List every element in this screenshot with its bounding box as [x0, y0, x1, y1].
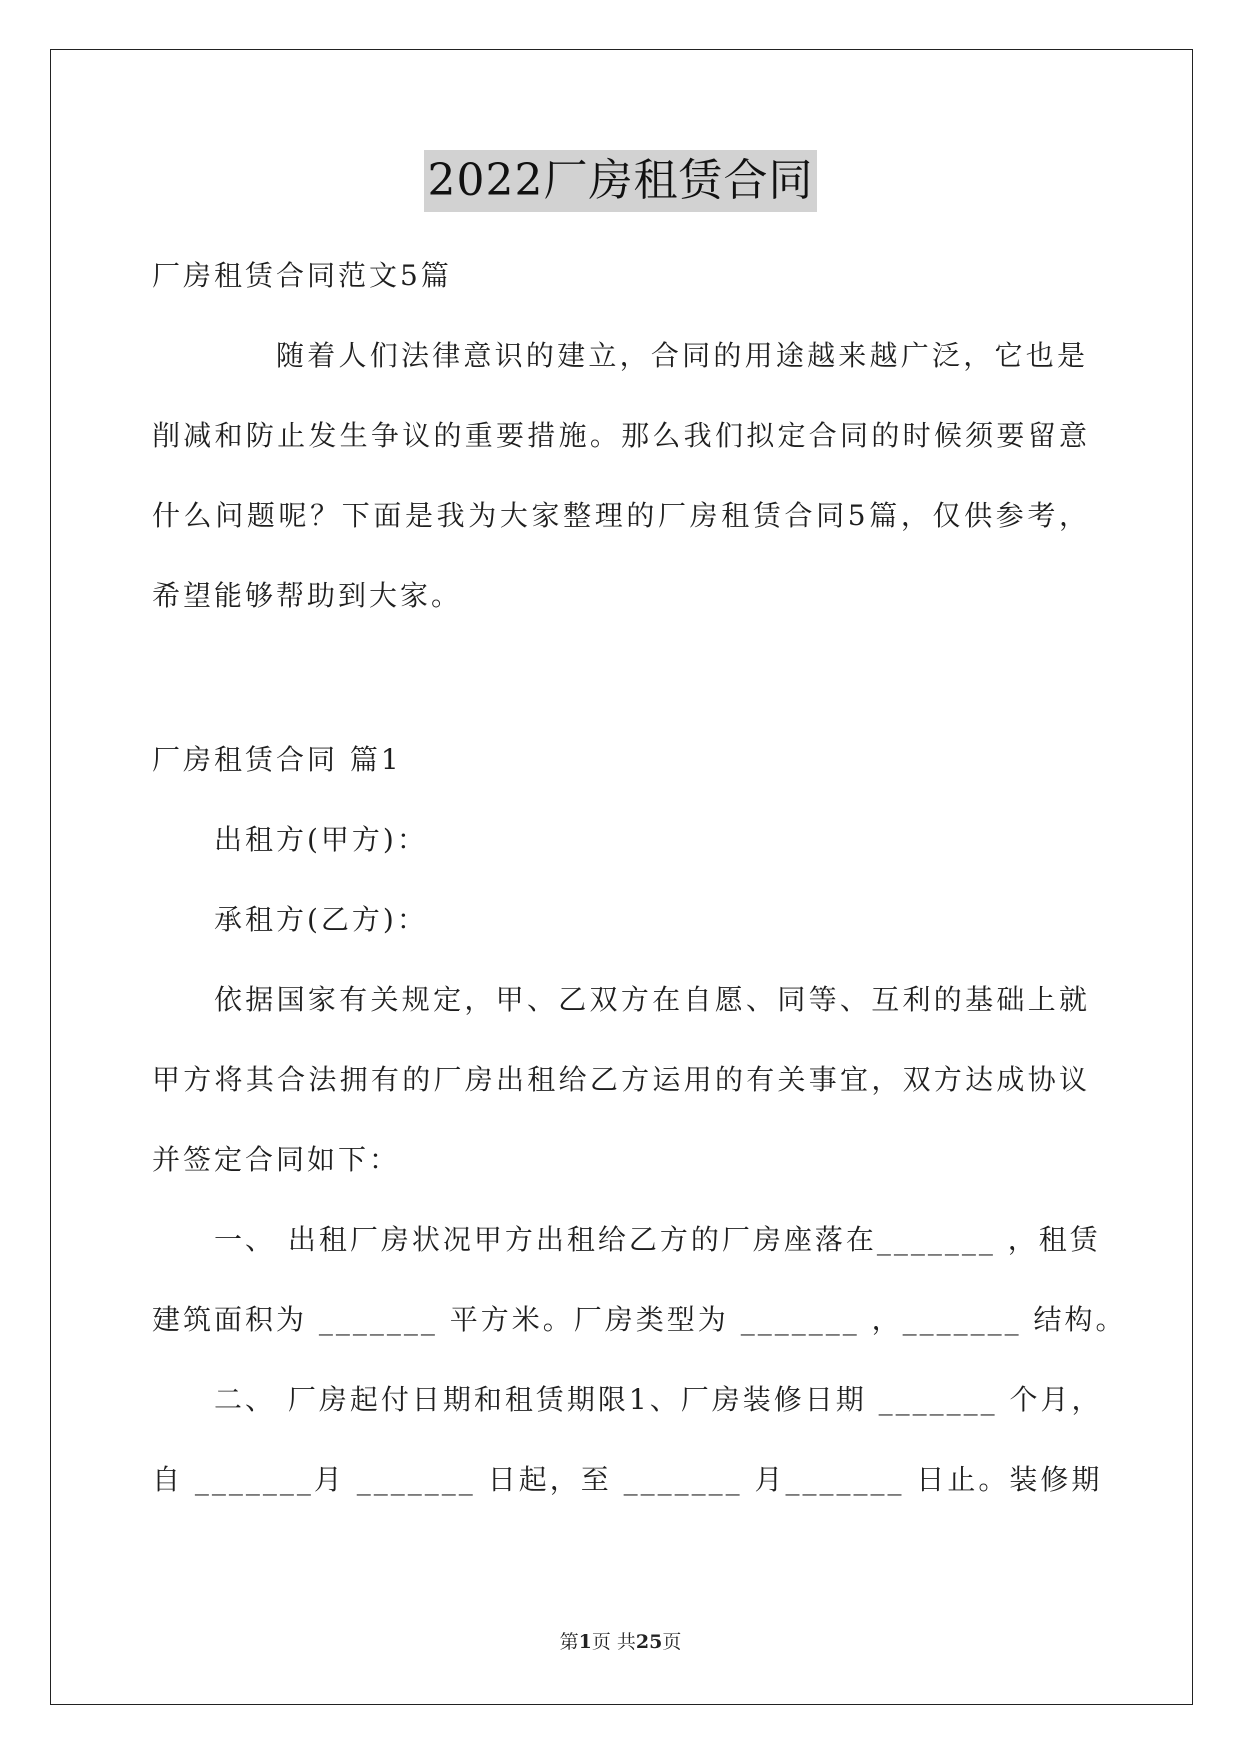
footer-suffix: 页 — [662, 1631, 682, 1653]
paragraph-line: 什么问题呢？下面是我为大家整理的厂房租赁合同5篇，仅供参考， — [152, 499, 1090, 532]
page-border — [50, 49, 1193, 1705]
footer-page-total: 25 — [635, 1631, 663, 1653]
clause-line: 自 _______月 _______ 日起，至 _______ 月_______ 日止。装修期 — [152, 1463, 1103, 1496]
paragraph-line: 依据国家有关规定，甲、乙双方在自愿、同等、互利的基础上就 — [214, 983, 1090, 1016]
paragraph-line: 并签定合同如下： — [152, 1143, 401, 1176]
section-heading: 厂房租赁合同 篇1 — [152, 743, 402, 776]
document-title: 2022厂房租赁合同 — [424, 150, 818, 212]
paragraph-line: 甲方将其合法拥有的厂房出租给乙方运用的有关事宜，双方达成协议 — [152, 1063, 1090, 1096]
paragraph-line: 希望能够帮助到大家。 — [152, 579, 463, 612]
clause-line: 二、 厂房起付日期和租赁期限1、厂房装修日期 _______ 个月， — [214, 1383, 1103, 1416]
lessor-label: 出租方(甲方)： — [214, 823, 428, 856]
clause-line: 建筑面积为 _______ 平方米。厂房类型为 _______ ，_______ 结构。 — [152, 1303, 1127, 1336]
footer-mid: 页 共 — [591, 1631, 636, 1653]
lessee-label: 承租方(乙方)： — [214, 903, 428, 936]
page-footer — [0, 1627, 1241, 1654]
title-container — [0, 150, 1241, 212]
subtitle: 厂房租赁合同范文5篇 — [152, 259, 452, 292]
paragraph-line: 随着人们法律意识的建立，合同的用途越来越广泛，它也是 — [276, 339, 1088, 372]
clause-line: 一、 出租厂房状况甲方出租给乙方的厂房座落在_______ ，租赁 — [214, 1223, 1101, 1256]
paragraph-line: 削减和防止发生争议的重要措施。那么我们拟定合同的时候须要留意 — [152, 419, 1090, 452]
footer-prefix: 第 — [559, 1631, 579, 1653]
footer-page-number: 1 — [578, 1631, 592, 1653]
